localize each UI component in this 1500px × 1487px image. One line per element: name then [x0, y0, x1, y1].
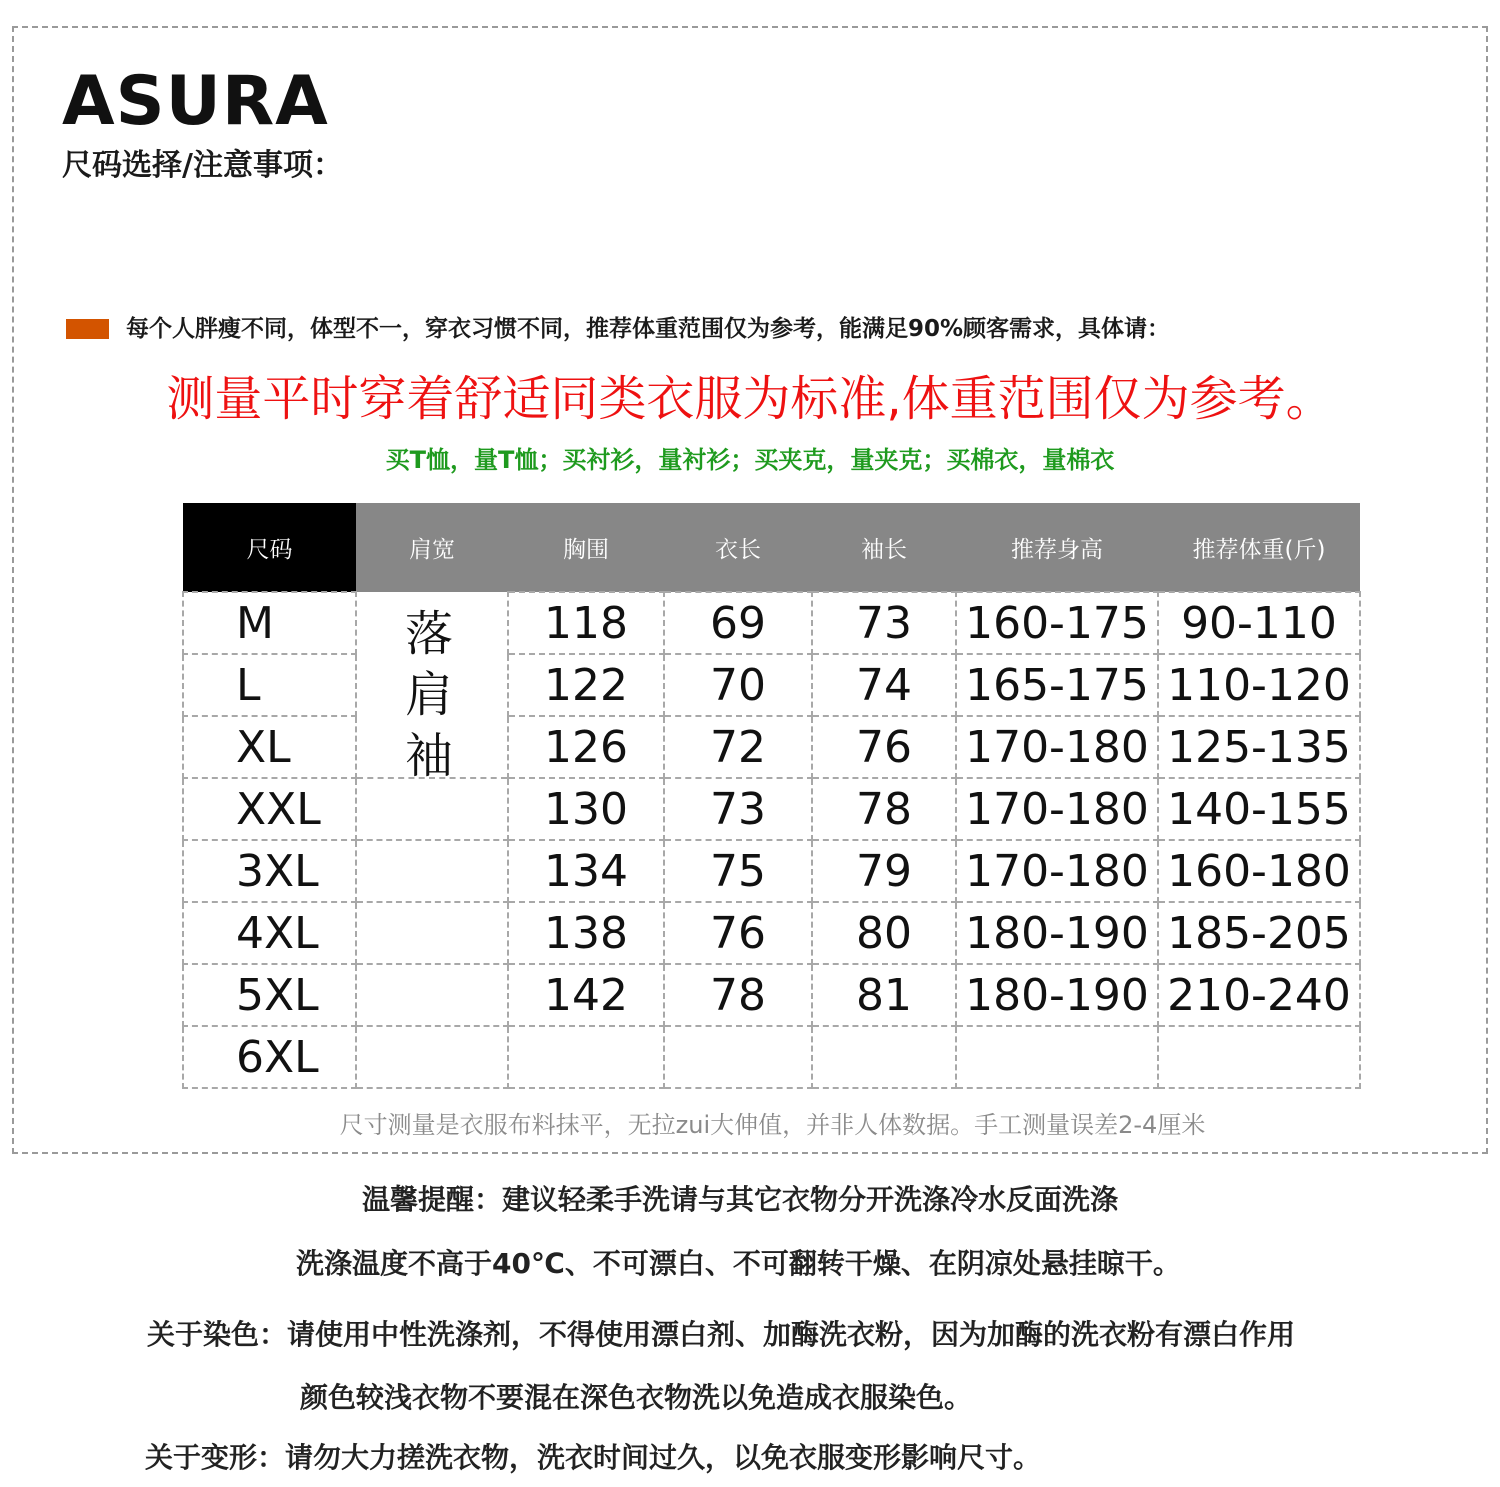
height-cell: 180-190	[956, 964, 1158, 1026]
header-chest: 胸围	[508, 503, 664, 592]
table-row	[183, 654, 1360, 716]
sleeve-cell: 73	[812, 592, 956, 654]
size-cell: 5XL	[183, 964, 356, 1026]
size-cell: M	[183, 592, 356, 654]
weight-cell	[1158, 1026, 1360, 1088]
header-recommended-weight: 推荐体重(斤)	[1158, 503, 1360, 592]
size-cell: XL	[183, 716, 356, 778]
dyeing-tip-line: 颜色较浅衣物不要混在深色衣物洗以免造成衣服染色。	[300, 1381, 973, 1414]
drop-shoulder-char: 袖	[405, 728, 454, 784]
size-chart-table	[182, 503, 1361, 1089]
length-cell: 78	[664, 964, 812, 1026]
deformation-tip-line: 关于变形：请勿大力搓洗衣物，洗衣时间过久，以免衣服变形影响尺寸。	[145, 1441, 1042, 1474]
shoulder-cell	[356, 902, 508, 964]
header-length: 衣长	[664, 503, 812, 592]
sleeve-cell: 80	[812, 902, 956, 964]
drop-shoulder-char: 肩	[405, 667, 454, 723]
length-cell: 75	[664, 840, 812, 902]
measurement-standard-text: 测量平时穿着舒适同类衣服为标准,体重范围仅为参考。	[166, 371, 1334, 427]
table-row	[183, 716, 1360, 778]
header-sleeve: 袖长	[812, 503, 956, 592]
notice-text: 每个人胖瘦不同，体型不一，穿衣习惯不同，推荐体重范围仅为参考，能满足90%顾客需求，具体请：	[126, 316, 1171, 342]
drop-shoulder-label	[405, 604, 454, 787]
chest-cell	[508, 1026, 664, 1088]
weight-cell: 125-135	[1158, 716, 1360, 778]
measurement-note: 尺寸测量是衣服布料抹平，无拉zui大伸值，并非人体数据。手工测量误差2-4厘米	[339, 1111, 1206, 1139]
table-row	[183, 778, 1360, 840]
weight-cell: 185-205	[1158, 902, 1360, 964]
chest-cell: 138	[508, 902, 664, 964]
care-tip-line: 温馨提醒：建议轻柔手洗请与其它衣物分开洗涤冷水反面洗涤	[362, 1183, 1119, 1216]
chest-cell: 122	[508, 654, 664, 716]
table-header-row	[183, 503, 1360, 592]
chest-cell: 142	[508, 964, 664, 1026]
sleeve-cell: 74	[812, 654, 956, 716]
table-row	[183, 1026, 1360, 1088]
weight-cell: 90-110	[1158, 592, 1360, 654]
drop-shoulder-char: 落	[405, 606, 454, 662]
chest-cell: 134	[508, 840, 664, 902]
table-row	[183, 592, 1360, 654]
length-cell: 76	[664, 902, 812, 964]
shoulder-cell	[356, 840, 508, 902]
table-row	[183, 840, 1360, 902]
height-cell	[956, 1026, 1158, 1088]
weight-cell: 110-120	[1158, 654, 1360, 716]
table-row	[183, 964, 1360, 1026]
chest-cell: 126	[508, 716, 664, 778]
size-cell: L	[183, 654, 356, 716]
size-cell: XXL	[183, 778, 356, 840]
table-row	[183, 902, 1360, 964]
shoulder-cell	[356, 778, 508, 840]
size-cell: 6XL	[183, 1026, 356, 1088]
weight-cell: 140-155	[1158, 778, 1360, 840]
dyeing-tip-line: 关于染色：请使用中性洗涤剂，不得使用漂白剂、加酶洗衣粉，因为加酶的洗衣粉有漂白作用	[147, 1318, 1296, 1351]
length-cell: 69	[664, 592, 812, 654]
sleeve-cell: 79	[812, 840, 956, 902]
size-cell: 4XL	[183, 902, 356, 964]
size-cell: 3XL	[183, 840, 356, 902]
sleeve-cell: 76	[812, 716, 956, 778]
height-cell: 170-180	[956, 778, 1158, 840]
brand-logo-text: ASURA	[62, 62, 329, 141]
header-size: 尺码	[183, 503, 356, 592]
chest-cell: 118	[508, 592, 664, 654]
length-cell: 70	[664, 654, 812, 716]
page-subtitle: 尺码选择/注意事项：	[62, 148, 343, 183]
height-cell: 170-180	[956, 840, 1158, 902]
sleeve-cell: 78	[812, 778, 956, 840]
height-cell: 170-180	[956, 716, 1158, 778]
height-cell: 180-190	[956, 902, 1158, 964]
sleeve-cell	[812, 1026, 956, 1088]
garment-type-tip: 买T恤，量T恤；买衬衫，量衬衫；买夹克，量夹克；买棉衣，量棉衣	[385, 446, 1115, 474]
shoulder-cell	[356, 1026, 508, 1088]
height-cell: 165-175	[956, 654, 1158, 716]
bullet-marker-icon	[66, 319, 109, 339]
header-recommended-height: 推荐身高	[956, 503, 1158, 592]
weight-cell: 210-240	[1158, 964, 1360, 1026]
length-cell: 72	[664, 716, 812, 778]
length-cell: 73	[664, 778, 812, 840]
length-cell	[664, 1026, 812, 1088]
shoulder-cell	[356, 964, 508, 1026]
chest-cell: 130	[508, 778, 664, 840]
notice-row	[66, 310, 1446, 346]
care-tip-line: 洗涤温度不高于40℃、不可漂白、不可翻转干燥、在阴凉处悬挂晾干。	[296, 1247, 1181, 1280]
header-shoulder: 肩宽	[356, 503, 508, 592]
height-cell: 160-175	[956, 592, 1158, 654]
weight-cell: 160-180	[1158, 840, 1360, 902]
sleeve-cell: 81	[812, 964, 956, 1026]
